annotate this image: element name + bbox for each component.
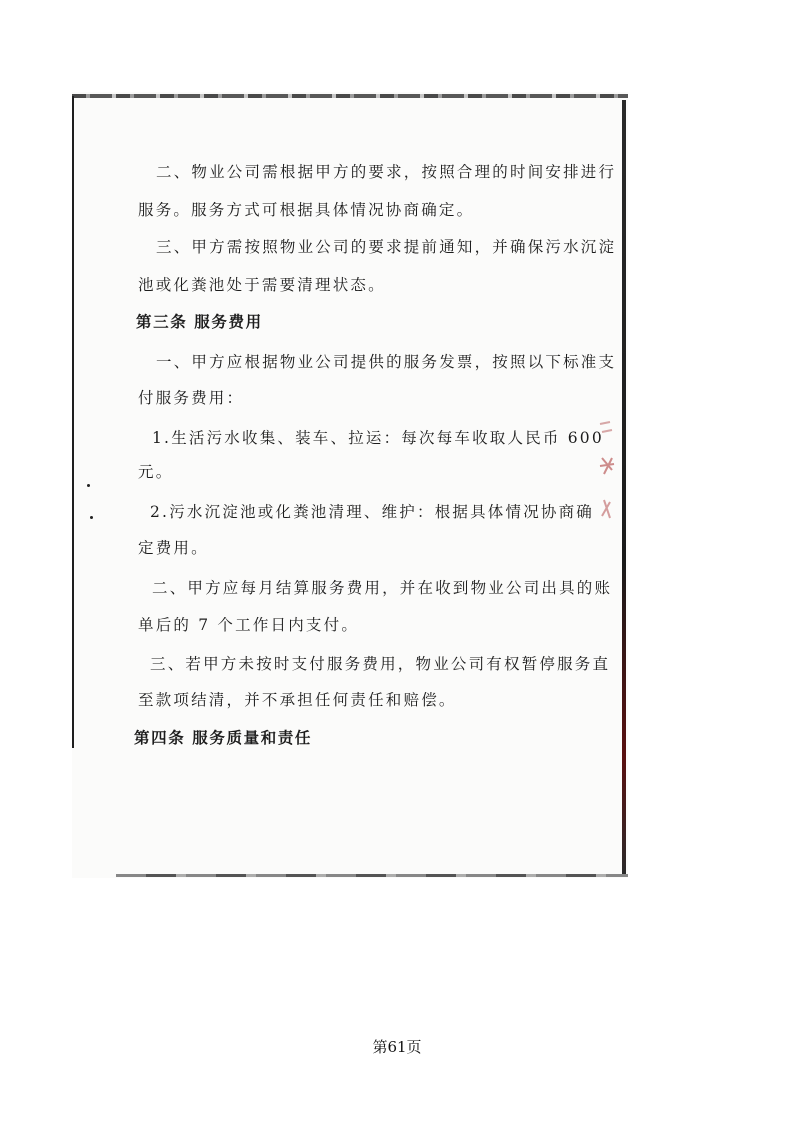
- scan-bottom-border: [116, 874, 628, 877]
- scan-speck: [90, 516, 93, 519]
- scan-top-border: [72, 94, 628, 98]
- paragraph-line: 服务。服务方式可根据具体情况协商确定。: [138, 201, 475, 219]
- paragraph-line: 付服务费用：: [138, 389, 245, 407]
- paragraph-line: 1.生活污水收集、装车、拉运：每次每车收取人民币 600: [152, 429, 604, 447]
- section-heading: 第三条 服务费用: [136, 312, 263, 331]
- paragraph-line: 一、甲方应根据物业公司提供的服务发票，按照以下标准支: [156, 353, 617, 371]
- paragraph-line: 池或化粪池处于需要清理状态。: [138, 276, 386, 294]
- scan-right-border: [622, 100, 626, 874]
- paragraph-line: 三、甲方需按照物业公司的要求提前通知，并确保污水沉淀: [156, 238, 617, 256]
- section-heading: 第四条 服务质量和责任: [134, 728, 312, 747]
- scan-speck: [87, 484, 90, 487]
- paragraph-line: 至款项结清，并不承担任何责任和赔偿。: [138, 691, 457, 709]
- paragraph-line: 单后的 7 个工作日内支付。: [138, 616, 360, 634]
- scan-left-border: [72, 96, 74, 748]
- paragraph-line: 2.污水沉淀池或化粪池清理、维护：根据具体情况协商确: [150, 503, 594, 521]
- paragraph-line: 元。: [138, 463, 174, 481]
- paragraph-line: 二、物业公司需根据甲方的要求，按照合理的时间安排进行: [156, 163, 617, 181]
- paragraph-line: 三、若甲方未按时支付服务费用，物业公司有权暂停服务直: [150, 655, 611, 673]
- paragraph-line: 定费用。: [138, 539, 209, 557]
- page-number: 第61页: [372, 1038, 422, 1056]
- paragraph-line: 二、甲方应每月结算服务费用，并在收到物业公司出具的账: [152, 579, 613, 597]
